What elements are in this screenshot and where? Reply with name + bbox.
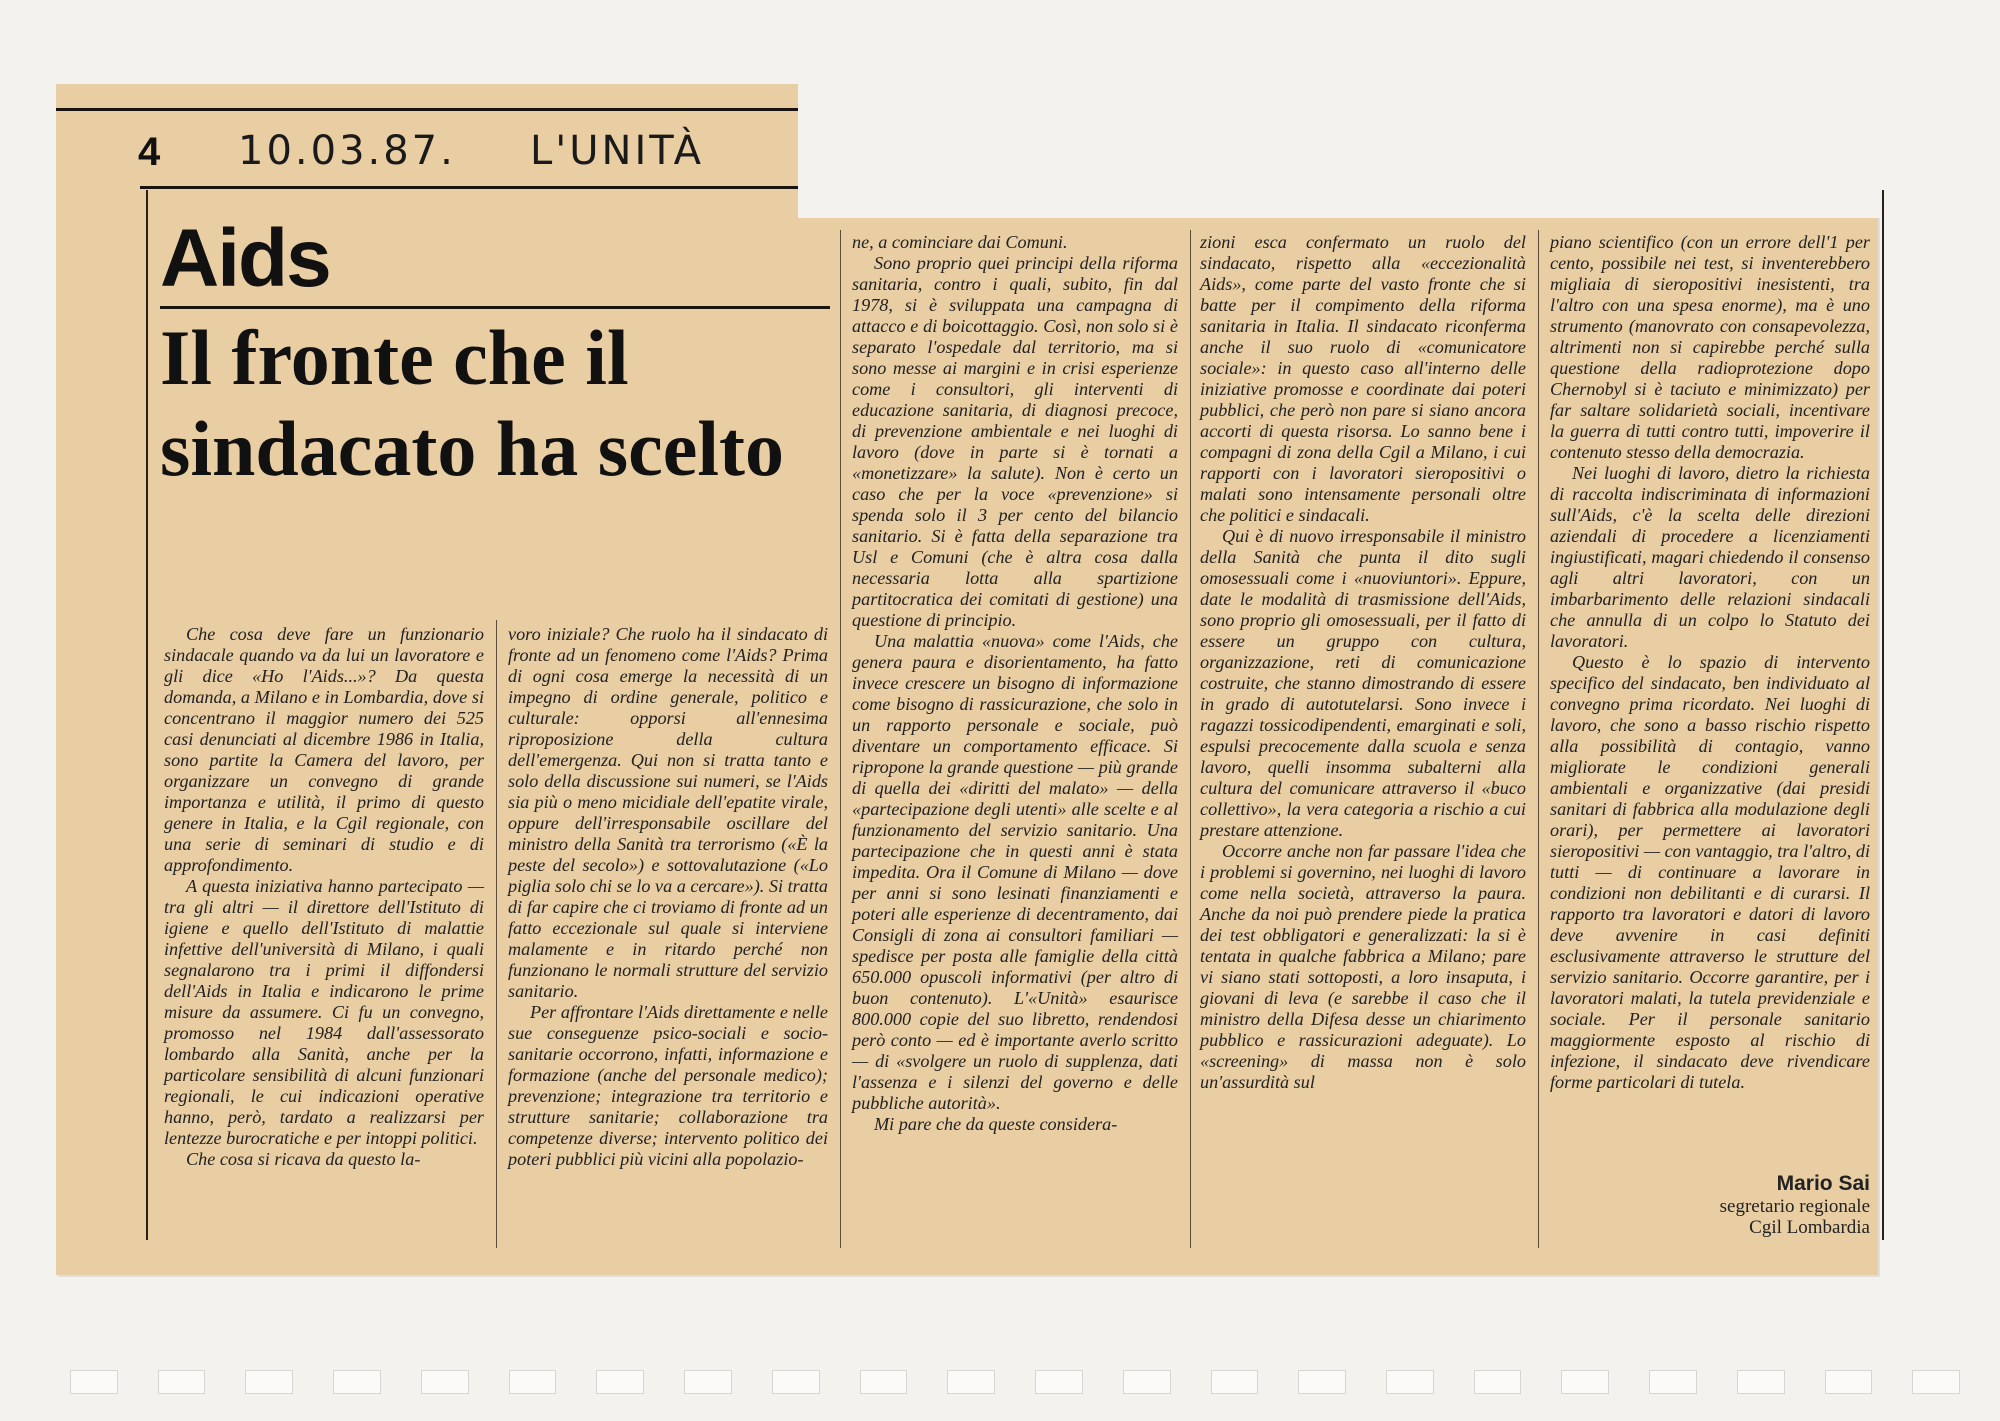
author-role: segretario regionale bbox=[1719, 1196, 1870, 1217]
column-divider bbox=[1538, 230, 1539, 1248]
margin-mark bbox=[772, 1370, 820, 1394]
paragraph: zioni esca confermato un ruolo del sindacato, rispetto alla «eccezionalità Aids», come parte del vasto fronte che si batte per il compimento della riforma sanitaria in Italia. Il sindacato riconferma anche il suo ruolo di «comunicatore sociale»: in questo caso all'interno delle iniziative promosse e coordinate dai poteri pubblici, che però non pare si siano ancora accorti di questa risorsa. Lo sanno bene i compagni di zona della Cgil a Milano, i cui rapporti con i lavoratori sieropositivi o malati sono intensamente personali oltre che politici e sindacali. bbox=[1200, 232, 1526, 525]
column-divider bbox=[840, 230, 841, 1248]
paragraph: Una malattia «nuova» come l'Aids, che genera paura e disorientamento, ha fatto invece crescere un bisogno di informazione come bisogno di rassicurazione, che solo in un rapporto personale e sociale, può diventare un comportamento efficace. Si ripropone la grande questione — più grande di quella dei «diritti del malato» — della «partecipazione degli utenti» alle scelte e al funzionamento del servizio sanitario. Una partecipazione che in questi anni è stata impedita. Ora il Comune di Milano — dove per anni si sono lesinati finanziamenti e poteri alle esperienze di decentramento, dai Consigli di zona ai consultori familiari — spedisce per posta alle famiglie della città 650.000 opuscoli informativi (per altro di buon contenuto). L'«Unità» esaurisce 800.000 copie del suo libretto, rendendosi però conto — ed è importante averlo scritto — di «svolgere un ruolo di supplenza, dati l'assenza e i silenzi del governo e delle pubbliche autorità». bbox=[852, 631, 1178, 1113]
author-signature bbox=[1720, 1172, 1870, 1238]
margin-mark bbox=[684, 1370, 732, 1394]
margin-mark bbox=[1561, 1370, 1609, 1394]
handwritten-newspaper-name: L'UNITÀ bbox=[530, 128, 704, 174]
header-rule bbox=[56, 108, 798, 111]
paragraph: Nei luoghi di lavoro, dietro la richiesta di raccolta indiscriminata di informazioni sull'Aids, c'è la scelta delle direzioni aziendali di procedere a licenziamenti ingiustificati, magari chiedendo il consenso agli altri lavoratori, con un imbarbarimento delle relazioni sindacali che annulla di un colpo lo Statuto dei lavoratori. bbox=[1550, 463, 1870, 651]
paragraph: piano scientifico (con un errore dell'1 per cento, possibile nei test, si inventerebbero migliaia di sieropositivi inesistenti, tra l'altro con una spesa enorme), ma è uno strumento (manovrato con consapevolezza, altrimenti non si capirebbe perché sulla questione della radioprotezione dopo Chernobyl si è taciuto e minimizzato) per far saltare solidarietà sociali, incentivare la guerra di tutti contro tutti, impoverire il contenuto stesso della democrazia. bbox=[1550, 232, 1870, 462]
author-organization: Cgil Lombardia bbox=[1749, 1217, 1870, 1238]
margin-mark bbox=[158, 1370, 206, 1394]
paragraph: Qui è di nuovo irresponsabile il ministro della Sanità che punta il dito sugli omosessuali come i «nuoviuntori». Eppure, date le modalità di trasmissione dell'Aids, sono proprio gli omosessuali, per il fatto di essere un gruppo con cultura, organizzazione, reti di comunicazione costruite, che stanno dimostrando di essere in grado di autotutelarsi. Sono invece i ragazzi tossicodipendenti, emarginati e soli, espulsi precocemente dalla scuola e senza lavoro, quelli insomma subalterni alla cultura del comunicare attraverso il «buco collettivo», la vera categoria a rischio a cui prestare attenzione. bbox=[1200, 526, 1526, 840]
article-column-2 bbox=[508, 624, 828, 1170]
paragraph: ne, a cominciare dai Comuni. bbox=[852, 232, 1068, 252]
margin-mark bbox=[421, 1370, 469, 1394]
page-number: 4 bbox=[138, 130, 161, 174]
column-divider bbox=[1190, 230, 1191, 1248]
margin-mark bbox=[1737, 1370, 1785, 1394]
margin-mark bbox=[1035, 1370, 1083, 1394]
margin-mark bbox=[70, 1370, 118, 1394]
paragraph: Che cosa si ricava da questo la- bbox=[186, 1149, 421, 1169]
paragraph: Mi pare che da queste considera- bbox=[874, 1114, 1118, 1134]
margin-mark bbox=[1211, 1370, 1259, 1394]
margin-mark bbox=[1123, 1370, 1171, 1394]
margin-mark bbox=[860, 1370, 908, 1394]
paragraph: Sono proprio quei principi della riforma sanitaria, contro i quali, subito, fin dal 1978, si è sviluppata una campagna di attacco e di boicottaggio. Così, non solo si è separato l'ospedale dal territorio, ma si sono messe ai margini e in crisi esperienze come i consultori, gli interventi di educazione sanitaria, di diagnosi precoce, di prevenzione ambientale e nei luoghi di lavoro (dove in parte si è tornati a «monetizzare» la salute). Non è certo un caso che per la voce «prevenzione» si spenda solo il 3 per cento del bilancio sanitario. Si è fatta della separazione tra Usl e Comuni (che è altra cosa dalla necessaria lotta alla spartizione partitocratica dei comitati di gestione) una questione di principio. bbox=[852, 253, 1178, 630]
margin-mark bbox=[1912, 1370, 1960, 1394]
paragraph: voro iniziale? Che ruolo ha il sindacato di fronte ad un fenomeno come l'Aids? Prima di ogni cosa emerge la necessità di un impegno di ordine generale, politico e culturale: opporsi all'ennesima riproposizione della cultura dell'emergenza. Qui non si tratta tanto e solo della discussione sui numeri, se l'Aids sia più o meno micidiale dell'epatite virale, oppure dell'irresponsabile oscillare del ministro della Sanità tra terrorismo («È la peste del secolo») e sottovalutazione («Lo piglia solo chi se lo va a cercare»). Si tratta di far capire che ci troviamo di fronte ad un fatto eccezionale sul quale si interviene malamente e in ritardo perché non funzionano le normali strutture del servizio sanitario. bbox=[508, 624, 828, 1001]
handwritten-date: 10.03.87. bbox=[238, 128, 456, 174]
paragraph: Questo è lo spazio di intervento specifico del sindacato, ben individuato al convegno prima ricordato. Nei luoghi di lavoro, che sono a basso rischio rispetto alla possibilità di contagio, vanno migliorate le condizioni generali ambientali e organizzative (dai presidi sanitari di fabbrica alla modulazione degli orari), per permettere ai lavoratori sieropositivi — con vantaggio, tra l'altro, di tutti — di continuare a lavorare in condizioni non debilitanti e di curarsi. Il rapporto tra lavoratori e datori di lavoro deve avvenire in casi definiti esclusivamente attraverso le strutture del servizio sanitario. Occorre garantire, per i lavoratori malati, la tutela previdenziale e sociale. Per il personale sanitario maggiormente esposto al rischio di infezione, il sindacato deve rivendicare forme particolari di tutela. bbox=[1550, 652, 1870, 1092]
column-divider bbox=[496, 620, 497, 1248]
paragraph: A questa iniziativa hanno partecipato — tra gli altri — il direttore dell'Istituto di igiene e quello dell'Istituto di malattie infettive dell'università di Milano, i quali segnalarono tra i primi il diffondersi dell'Aids in Italia e indicarono le prime misure da assumere. Ci fu un convegno, promosso nel 1984 dall'assessorato lombardo alla Sanità, anche per la particolare sensibilità di alcuni funzionari regionali, le cui indicazioni operative hanno, però, tardato a realizzarsi per lentezze burocratiche e per intoppi politici. bbox=[164, 876, 484, 1148]
margin-mark bbox=[1825, 1370, 1873, 1394]
margin-mark bbox=[1649, 1370, 1697, 1394]
paragraph: Occorre anche non far passare l'idea che i problemi si governino, nei luoghi di lavoro come nella società, attraverso la paura. Anche da noi può prendere piede la pratica dei test obbligatori e generalizzati: la si è tentata in qualche fabbrica a Milano; pare vi siano stati sottoposti, a loro insaputa, i giovani di leva (e sarebbe il caso che il ministro della Difesa desse un chiarimento pubblico e rassicurazioni adeguate). Lo «screening» di massa non è solo un'assurdità sul bbox=[1200, 841, 1526, 1092]
margin-mark bbox=[509, 1370, 557, 1394]
margin-mark bbox=[947, 1370, 995, 1394]
margin-mark bbox=[596, 1370, 644, 1394]
margin-mark bbox=[1298, 1370, 1346, 1394]
margin-mark bbox=[245, 1370, 293, 1394]
margin-mark bbox=[1386, 1370, 1434, 1394]
margin-mark bbox=[1474, 1370, 1522, 1394]
article-column-4 bbox=[1200, 232, 1526, 1093]
scan-margin-marks bbox=[70, 1370, 1960, 1396]
margin-mark bbox=[333, 1370, 381, 1394]
article-headline: Il fronte che il sindacato ha scelto bbox=[160, 314, 784, 492]
article-column-5 bbox=[1550, 232, 1870, 1093]
article-column-3 bbox=[852, 232, 1178, 1135]
section-rule bbox=[140, 186, 798, 189]
author-name: Mario Sai bbox=[1776, 1172, 1870, 1195]
article-kicker: Aids bbox=[160, 213, 330, 304]
article-column-1 bbox=[164, 624, 484, 1170]
paragraph: Per affrontare l'Aids direttamente e nelle sue conseguenze psico-sociali e socio-sanitarie occorrono, infatti, informazione e formazione (anche del personale medico); prevenzione; integrazione tra territorio e strutture sanitarie; collaborazione tra competenze diverse; intervento politico dei poteri pubblici più vicini alla popolazio- bbox=[508, 1002, 828, 1169]
kicker-rule bbox=[160, 306, 830, 309]
paragraph: Che cosa deve fare un funzionario sindacale quando va da lui un lavoratore e gli dice «Ho l'Aids...»? Da questa domanda, a Milano e in Lombardia, dove si concentrano il maggior numero dei 525 casi denunciati al dicembre 1986 in Italia, sono partite la Camera del lavoro, per organizzare un convegno di grande importanza e utilità, il primo di questo genere in Italia, e la Cgil regionale, con una serie di seminari di studio e di approfondimento. bbox=[164, 624, 484, 875]
